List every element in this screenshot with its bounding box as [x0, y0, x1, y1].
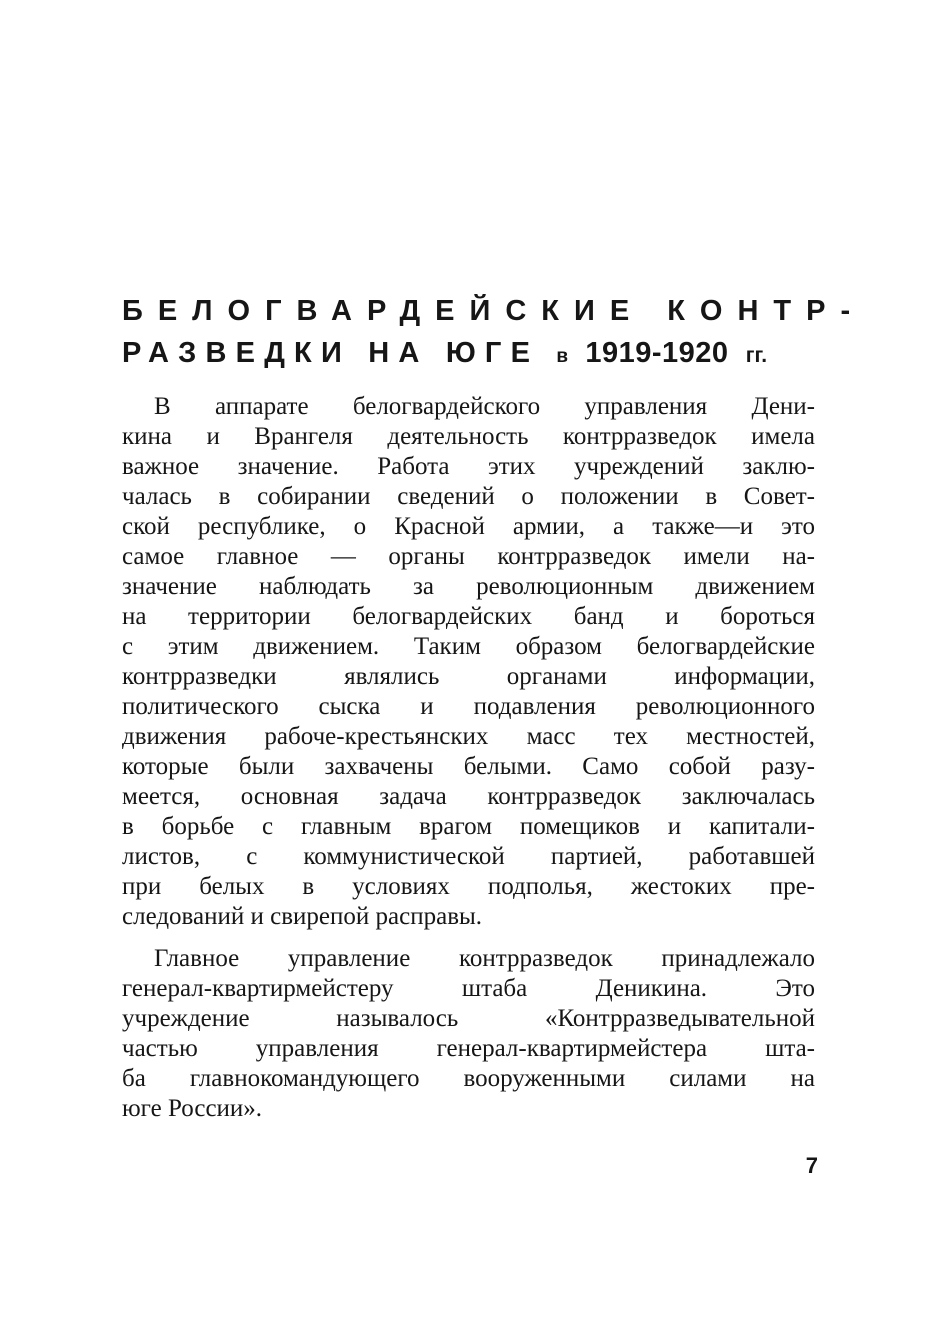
text-line: В аппарате белогвардейского управления Дени- — [154, 393, 815, 420]
text-line: частью управления генерал-квартирмейстера шта- — [122, 1035, 815, 1062]
heading-word-na: НА — [368, 337, 429, 369]
text-line: чалась в собирании сведений о положении в Совет- — [122, 483, 815, 510]
chapter-heading — [122, 290, 866, 374]
heading-word-razvedki: РАЗВЕДКИ — [122, 337, 351, 369]
heading-line-2 — [122, 332, 822, 374]
paragraph-spacer — [122, 932, 815, 944]
text-line: ской республике, о Красной армии, а также—и это — [122, 513, 815, 540]
text-line: самое главное — органы контрразведок имели на- — [122, 543, 815, 570]
text-line: ба главнокомандующего вооруженными силами на — [122, 1065, 815, 1092]
paragraph-1 — [122, 392, 815, 932]
text-line: учреждение называлось «Контрразведывательной — [122, 1005, 815, 1032]
heading-preposition: в — [556, 346, 569, 367]
text-line: движения рабоче-крестьянских масс тех местностей, — [122, 723, 815, 750]
text-line: меется, основная задача контрразведок заключалась — [122, 783, 815, 810]
text-line: важное значение. Работа этих учреждений заклю- — [122, 453, 815, 480]
text-line: контрразведки являлись органами информации, — [122, 663, 815, 690]
text-line: листов, с коммунистической партией, работавшей — [122, 843, 815, 870]
heading-word-yuge: ЮГЕ — [445, 337, 540, 369]
body-text — [122, 392, 815, 1124]
text-line: следований и свирепой расправы. — [122, 903, 483, 930]
text-line: которые были захвачены белыми. Само собой разу- — [122, 753, 815, 780]
heading-line-1: БЕЛОГВАРДЕЙСКИЕ КОНТР- — [122, 295, 866, 327]
paragraph-2 — [122, 944, 815, 1124]
text-line: значение наблюдать за революционным движением — [122, 573, 815, 600]
text-line: кина и Врангеля деятельность контрразведок имела — [122, 423, 815, 450]
text-line: Главное управление контрразведок принадлежало — [154, 945, 815, 972]
heading-years: 1919-1920 — [585, 337, 729, 369]
text-line: на территории белогвардейских банд и бороться — [122, 603, 815, 630]
text-line: в борьбе с главным врагом помещиков и капитали- — [122, 813, 815, 840]
text-line: с этим движением. Таким образом белогвардейские — [122, 633, 815, 660]
text-line: при белых в условиях подполья, жестоких пре- — [122, 873, 815, 900]
text-line: генерал-квартирмейстеру штаба Деникина. Это — [122, 975, 815, 1002]
text-line: политического сыска и подавления революционного — [122, 693, 815, 720]
page-number: 7 — [805, 1153, 818, 1178]
text-line: юге России». — [122, 1095, 263, 1122]
heading-years-abbr: гг. — [745, 344, 768, 367]
